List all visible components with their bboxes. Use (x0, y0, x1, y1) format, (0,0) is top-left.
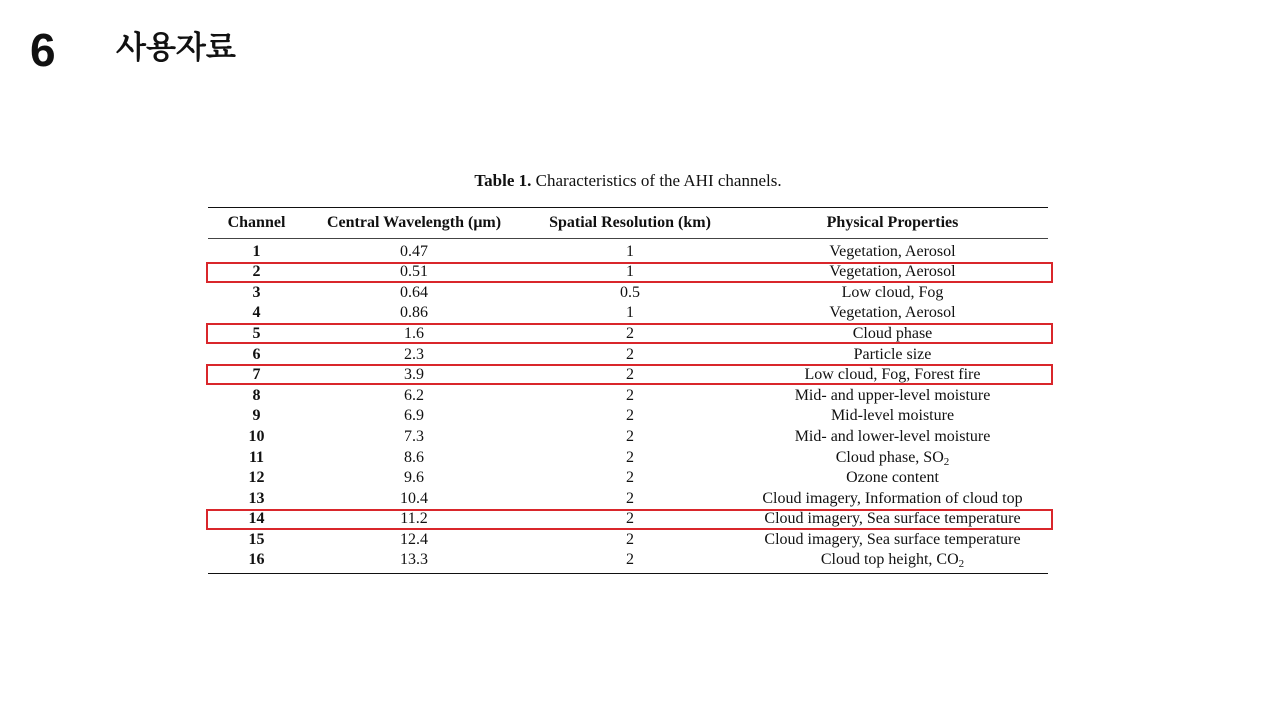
table-row (208, 365, 1048, 386)
cell-channel (208, 262, 305, 283)
slide-title: 사용자료 (116, 30, 236, 66)
ahi-channel-table (208, 207, 1048, 574)
cell-channel (208, 509, 305, 530)
cell-resolution-text: 2 (626, 448, 634, 466)
cell-wavelength-text: 10.4 (400, 489, 428, 507)
cell-wavelength (305, 468, 523, 489)
cell-resolution-text: 2 (626, 345, 634, 363)
cell-channel-text: 7 (252, 366, 261, 384)
table-row (208, 530, 1048, 551)
cell-wavelength-text: 6.2 (404, 386, 424, 404)
cell-wavelength-text: 2.3 (404, 345, 424, 363)
cell-properties-text: Cloud imagery, Sea surface temperature (764, 531, 1021, 549)
cell-channel (208, 550, 305, 574)
cell-channel (208, 365, 305, 386)
table-row (208, 386, 1048, 407)
table-row (208, 489, 1048, 510)
cell-channel (208, 324, 305, 345)
cell-channel-text: 11 (248, 448, 265, 466)
cell-channel (208, 468, 305, 489)
cell-properties-text: Particle size (853, 345, 932, 363)
cell-wavelength-text: 13.3 (400, 551, 428, 569)
cell-properties-text: Mid- and upper-level moisture (794, 386, 991, 404)
cell-wavelength (305, 239, 523, 263)
table-caption-text: Characteristics of the AHI channels. (535, 171, 782, 190)
table-row (208, 303, 1048, 324)
cell-resolution-text: 2 (626, 510, 634, 528)
cell-channel (208, 530, 305, 551)
table-row (208, 262, 1048, 283)
cell-properties (737, 489, 1048, 510)
cell-resolution-text: 2 (626, 428, 634, 446)
properties-subscript: 2 (943, 455, 950, 468)
cell-channel-text: 12 (248, 469, 265, 487)
cell-properties (737, 550, 1048, 574)
cell-wavelength (305, 386, 523, 407)
cell-properties (737, 447, 1048, 468)
cell-resolution-text: 2 (626, 469, 634, 487)
cell-properties (737, 344, 1048, 365)
column-header-wavelength: Central Wavelength (μm) (305, 208, 523, 239)
column-header-channel: Channel (208, 208, 305, 239)
cell-wavelength-text: 0.51 (400, 263, 428, 281)
cell-resolution (523, 344, 737, 365)
cell-resolution (523, 468, 737, 489)
cell-channel (208, 447, 305, 468)
cell-wavelength (305, 489, 523, 510)
cell-properties (737, 262, 1048, 283)
cell-wavelength-text: 0.86 (400, 304, 428, 322)
cell-properties (737, 303, 1048, 324)
cell-wavelength-text: 3.9 (404, 366, 424, 384)
cell-resolution-text: 2 (626, 366, 634, 384)
cell-properties (737, 324, 1048, 345)
cell-wavelength-text: 1.6 (404, 325, 424, 343)
cell-channel-text: 10 (248, 428, 265, 446)
cell-wavelength (305, 365, 523, 386)
cell-resolution (523, 386, 737, 407)
cell-resolution (523, 239, 737, 263)
cell-wavelength-text: 0.64 (400, 283, 428, 301)
cell-resolution-text: 2 (626, 531, 634, 549)
cell-properties (737, 530, 1048, 551)
cell-channel-text: 5 (252, 325, 261, 343)
column-header-resolution: Spatial Resolution (km) (523, 208, 737, 239)
cell-channel (208, 427, 305, 448)
cell-properties-text: Mid- and lower-level moisture (794, 428, 991, 446)
cell-channel (208, 386, 305, 407)
cell-wavelength-text: 0.47 (400, 243, 428, 260)
table-row (208, 447, 1048, 468)
cell-properties (737, 365, 1048, 386)
cell-properties (737, 468, 1048, 489)
cell-resolution-text: 2 (626, 551, 634, 569)
cell-properties-text: Ozone content (846, 469, 939, 487)
cell-resolution-text: 2 (626, 407, 634, 425)
cell-wavelength (305, 324, 523, 345)
cell-resolution (523, 365, 737, 386)
cell-wavelength (305, 530, 523, 551)
cell-wavelength (305, 303, 523, 324)
cell-wavelength-text: 8.6 (404, 448, 424, 466)
cell-resolution (523, 427, 737, 448)
cell-resolution-text: 1 (626, 263, 634, 281)
slide-number: 6 (30, 24, 56, 76)
cell-resolution-text: 0.5 (620, 283, 640, 301)
table-row (208, 239, 1048, 263)
cell-wavelength-text: 11.2 (400, 510, 428, 528)
cell-properties-text: Mid-level moisture (830, 407, 955, 425)
cell-properties-text: Cloud phase, SO (835, 448, 944, 466)
cell-channel (208, 283, 305, 304)
table-row (208, 509, 1048, 530)
cell-channel-text: 2 (252, 263, 261, 281)
properties-subscript: 2 (958, 558, 965, 571)
cell-properties-text: Vegetation, Aerosol (829, 263, 956, 281)
cell-wavelength (305, 283, 523, 304)
cell-properties (737, 509, 1048, 530)
cell-wavelength (305, 550, 523, 574)
cell-channel-text: 9 (252, 407, 261, 425)
cell-properties (737, 406, 1048, 427)
cell-wavelength (305, 344, 523, 365)
cell-properties (737, 386, 1048, 407)
cell-channel-text: 15 (248, 531, 265, 549)
cell-resolution (523, 262, 737, 283)
cell-properties-text: Low cloud, Fog, Forest fire (804, 366, 981, 384)
table-body (208, 239, 1048, 574)
cell-channel-text: 8 (252, 386, 261, 404)
cell-wavelength-text: 7.3 (404, 428, 424, 446)
cell-resolution (523, 530, 737, 551)
table-row (208, 427, 1048, 448)
cell-properties-text: Cloud imagery, Information of cloud top (762, 489, 1023, 507)
cell-wavelength (305, 406, 523, 427)
cell-properties-text: Cloud top height, CO (820, 551, 959, 569)
cell-resolution-text: 2 (626, 386, 634, 404)
cell-resolution (523, 489, 737, 510)
cell-properties-text: Vegetation, Aerosol (829, 304, 956, 322)
cell-resolution (523, 283, 737, 304)
cell-properties-text: Cloud phase (852, 325, 933, 343)
ahi-channel-table-container (208, 207, 1048, 574)
cell-resolution-text: 2 (626, 489, 634, 507)
cell-channel-text: 13 (248, 489, 265, 507)
cell-properties-text: Vegetation, Aerosol (829, 243, 956, 260)
cell-properties (737, 239, 1048, 263)
cell-properties (737, 283, 1048, 304)
cell-properties-text: Low cloud, Fog (841, 283, 944, 301)
cell-channel (208, 303, 305, 324)
cell-channel (208, 489, 305, 510)
cell-resolution-text: 1 (626, 304, 634, 322)
cell-resolution-text: 1 (626, 243, 634, 260)
table-row (208, 468, 1048, 489)
cell-channel (208, 239, 305, 263)
cell-properties-text: Cloud imagery, Sea surface temperature (764, 510, 1021, 528)
cell-resolution (523, 324, 737, 345)
cell-resolution (523, 406, 737, 427)
cell-channel (208, 406, 305, 427)
table-row (208, 550, 1048, 574)
column-header-properties: Physical Properties (737, 208, 1048, 239)
cell-wavelength (305, 262, 523, 283)
cell-resolution (523, 303, 737, 324)
cell-wavelength-text: 6.9 (404, 407, 424, 425)
cell-wavelength-text: 12.4 (400, 531, 428, 549)
cell-wavelength (305, 447, 523, 468)
table-header-row (208, 208, 1048, 239)
table-row (208, 324, 1048, 345)
table-caption (208, 170, 1048, 192)
cell-resolution (523, 509, 737, 530)
cell-wavelength (305, 427, 523, 448)
cell-channel-text: 1 (252, 243, 261, 260)
cell-channel-text: 4 (252, 304, 261, 322)
cell-wavelength (305, 509, 523, 530)
table-row (208, 406, 1048, 427)
cell-properties (737, 427, 1048, 448)
cell-channel (208, 344, 305, 365)
cell-resolution (523, 550, 737, 574)
cell-channel-text: 14 (248, 510, 265, 528)
cell-resolution (523, 447, 737, 468)
cell-resolution-text: 2 (626, 325, 634, 343)
cell-channel-text: 3 (252, 283, 261, 301)
cell-channel-text: 6 (252, 345, 261, 363)
table-row (208, 283, 1048, 304)
table-row (208, 344, 1048, 365)
cell-channel-text: 16 (248, 551, 265, 569)
table-caption-label: Table 1. (474, 171, 532, 190)
cell-wavelength-text: 9.6 (404, 469, 424, 487)
